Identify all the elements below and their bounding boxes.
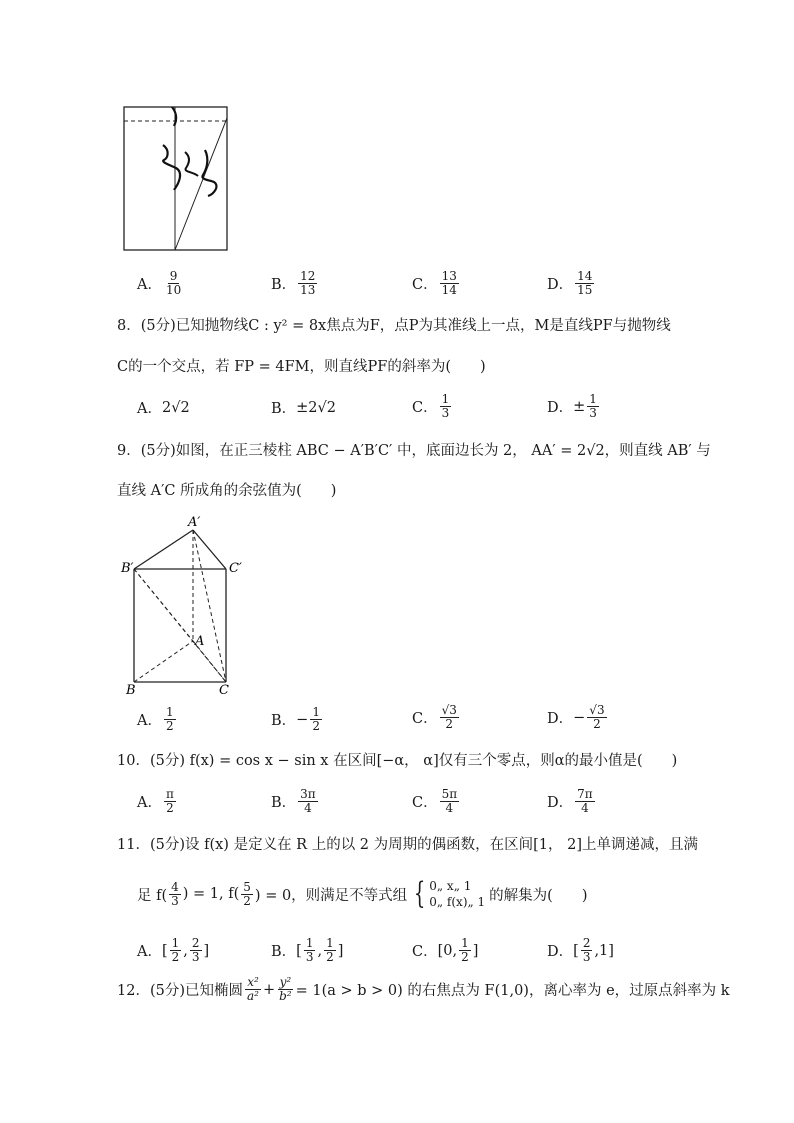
q8-stem-line1: 8．(5分)已知抛物线C : y² = 8x焦点为F，点P为其准线上一点，M是直线PF与抛物线: [117, 318, 671, 334]
q7-option-c[interactable]: C． $\frac{13}{14}$: [412, 269, 457, 297]
label-a1: A′: [188, 515, 201, 530]
q8-option-b[interactable]: B． ±2√2: [271, 399, 336, 417]
q8-option-a[interactable]: A． 2√2: [137, 399, 190, 417]
q11-inequality-system: { 0„ x„ 1 0„ f(x)„ 1: [413, 876, 486, 911]
q9-stem-line2: 直线 A′C 所成角的余弦值为( ): [117, 483, 337, 499]
q11-option-b[interactable]: B． [ $\frac{1}{3}$ , $\frac{1}{2}$ ]: [271, 936, 344, 964]
label-b: B: [126, 683, 136, 698]
q7-option-a[interactable]: A． $\frac{9}{10}$: [137, 269, 182, 297]
edge-a1c1: [193, 530, 226, 569]
q7-option-b[interactable]: B． $\frac{12}{13}$: [271, 269, 316, 297]
label-c1: C′: [229, 561, 242, 576]
q10-option-d[interactable]: D． $\frac{7\pi}{4}$: [547, 787, 593, 815]
q7-option-d[interactable]: D． $\frac{14}{15}$: [547, 269, 593, 297]
q9-option-c[interactable]: C． $\frac{√3}{2}$: [412, 703, 457, 731]
q10-option-b[interactable]: B． $\frac{3\pi}{4}$: [271, 787, 316, 815]
q11-stem-line1: 11．(5分)设 f(x) 是定义在 R 上的以 2 为周期的偶函数，在区间[1， 2]上单调递减，且满: [117, 837, 699, 853]
q8-option-d[interactable]: D． ± $\frac{1}{3}$: [547, 392, 597, 420]
q9-option-a[interactable]: A． $\frac{1}{2}$: [137, 705, 174, 733]
q9-stem-line1: 9．(5分)如图，在正三棱柱 ABC − A′B′C′ 中，底面边长为 2， AA′ = 2√2，则直线 AB′ 与: [117, 443, 711, 459]
q8-option-c[interactable]: C． $\frac{1}{3}$: [412, 392, 450, 420]
label-b1: B′: [121, 561, 134, 576]
label-a: A: [195, 634, 205, 649]
q11-option-c[interactable]: C． [0, $\frac{1}{2}$ ]: [412, 936, 479, 964]
q11-option-a[interactable]: A． [ $\frac{1}{2}$ , $\frac{2}{3}$ ]: [137, 936, 210, 964]
q9-option-d[interactable]: D． − $\frac{√3}{2}$: [547, 703, 605, 731]
q11-stem-line2: 足 f( $\frac{4}{3}$ ) = 1, f( $\frac{5}{2}$ ) = 0，则满足不等式组 { 0„ x„ 1 0„ f(x)„ 1 的解集为( ): [137, 876, 588, 911]
q9-option-b[interactable]: B． − $\frac{1}{2}$: [271, 705, 320, 733]
edge-ab: [134, 641, 193, 682]
q10-stem-line1: 10．(5分) f(x) = cos x − sin x 在区间[−α， α]仅有三个零点，则α的最小值是( ): [117, 753, 678, 769]
edge-b1a1: [134, 530, 193, 569]
q10-option-a[interactable]: A． $\frac{\pi}{2}$: [137, 787, 174, 815]
q11-option-d[interactable]: D． [ $\frac{2}{3}$ ,1]: [547, 936, 614, 964]
q8-stem-line2: C的一个交点，若 FP = 4FM，则直线PF的斜率为( ): [117, 359, 486, 375]
q10-option-c[interactable]: C． $\frac{5\pi}{4}$: [412, 787, 458, 815]
q12-stem-line1: 12．(5分)已知椭圆 $\frac{\text{x²}}{\text{a²}}$ + $\frac{\text{y²}}{\text{b²}}$ = 1(a > b > 0) 的右焦点为 F(1,0)，离心率为 e，过原点斜率为 k: [117, 975, 730, 1003]
line-a1c: [193, 530, 226, 682]
label-c: C: [219, 683, 229, 698]
